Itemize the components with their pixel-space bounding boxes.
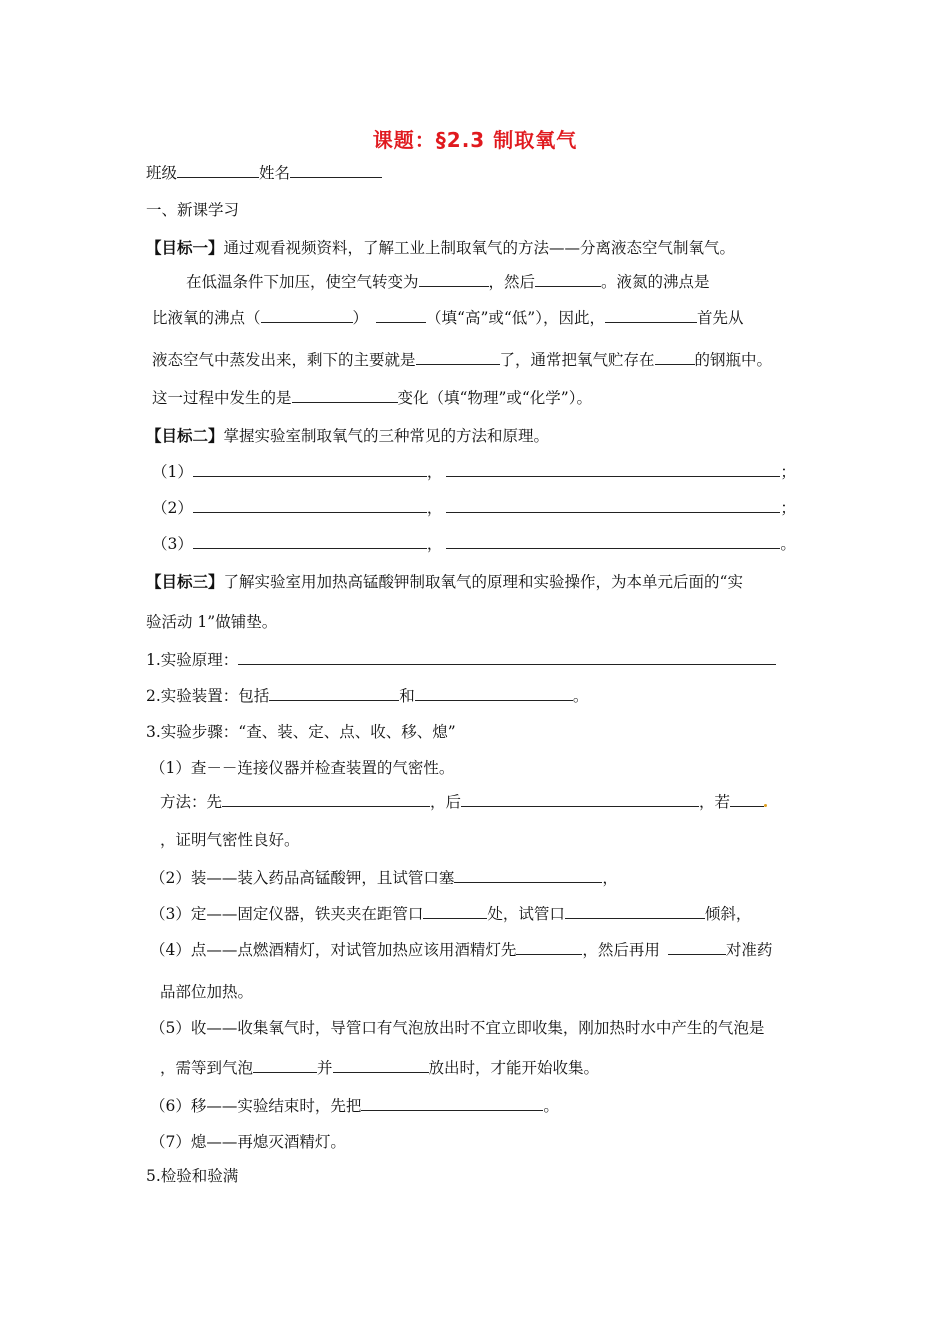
text: 并 (317, 1059, 333, 1077)
text: （4）点——点燃酒精灯，对试管加热应该用酒精灯先 (150, 941, 517, 959)
fill-blank[interactable] (446, 462, 780, 477)
fill-blank[interactable] (416, 350, 500, 365)
text: （2）装——装入药品高锰酸钾，且试管口塞 (150, 869, 455, 887)
fill-blank[interactable] (415, 686, 573, 701)
fill-blank[interactable] (446, 498, 780, 513)
item-number: （3） (152, 535, 193, 553)
text: 。 (572, 687, 589, 705)
fill-blank[interactable] (376, 308, 426, 323)
text: 。 (543, 1097, 559, 1115)
section-heading: 一、新课学习 (146, 201, 240, 219)
goal3-tag: 【目标三】 (146, 572, 224, 591)
fill-blank[interactable] (261, 308, 353, 323)
fill-blank[interactable] (730, 792, 764, 807)
text: ，然后 (488, 273, 536, 291)
goal2-item-3 (152, 534, 796, 554)
class-blank[interactable] (177, 163, 259, 178)
fill-blank[interactable] (361, 1096, 543, 1111)
text: 液态空气中蒸发出来，剩下的主要就是 (152, 351, 416, 369)
step-4-cont: 品部位加热。 (160, 983, 254, 1001)
fill-blank[interactable] (222, 792, 430, 807)
step-4 (150, 940, 772, 960)
text: ； (780, 499, 796, 517)
text: 2.实验装置：包括 (146, 687, 270, 705)
step-5-cont (160, 1058, 599, 1078)
text: 处，试管口 (487, 905, 565, 923)
goal2-item-1 (152, 462, 796, 482)
fill-blank[interactable] (668, 940, 726, 955)
text: ） (352, 309, 369, 327)
fill-blank[interactable] (253, 1058, 317, 1073)
text: 。液氮的沸点是 (601, 273, 710, 291)
text: ，需等到气泡 (160, 1059, 254, 1077)
fill-blank[interactable] (193, 498, 427, 513)
name-blank[interactable] (290, 163, 382, 178)
text: ， (602, 869, 618, 887)
fill-blank[interactable] (238, 650, 776, 665)
step-6 (150, 1096, 559, 1116)
step-1: （1）查－－连接仪器并检查装置的气密性。 (150, 759, 455, 777)
fill-blank[interactable] (454, 868, 602, 883)
text: （填“高”或“低”），因此， (426, 309, 605, 327)
text: ； (780, 463, 796, 481)
text: 了，通常把氧气贮存在 (499, 351, 655, 369)
fill-blank[interactable] (419, 272, 489, 287)
step-3 (150, 904, 751, 924)
item-number: （2） (152, 499, 193, 517)
text: ， (426, 499, 443, 517)
goal1-para-3 (152, 350, 772, 370)
goal3-text: 了解实验室用加热高锰酸钾制取氧气的原理和实验操作，为本单元后面的“实 (223, 573, 743, 591)
step-5: （5）收——收集氧气时，导管口有气泡放出时不宜立即收集，刚加热时水中产生的气泡是 (150, 1019, 765, 1037)
text: 倾斜， (704, 905, 752, 923)
text: ， (426, 535, 443, 553)
class-label: 班级 (146, 164, 178, 182)
fill-blank[interactable] (535, 272, 601, 287)
goal3-text-cont: 验活动 1”做铺垫。 (146, 613, 278, 631)
goal1-heading (146, 238, 735, 258)
fill-blank[interactable] (193, 462, 427, 477)
text: ，若 (699, 793, 731, 811)
goal1-para-4 (152, 388, 592, 408)
goal2-item-2 (152, 498, 796, 518)
text: 。 (780, 535, 796, 553)
text: 这一过程中发生的是 (152, 389, 292, 407)
text: 放出时，才能开始收集。 (428, 1059, 600, 1077)
text: 方法：先 (160, 793, 223, 811)
goal2-heading (146, 426, 549, 446)
steps-heading: 3.实验步骤：“查、装、定、点、收、移、熄” (146, 723, 456, 741)
text: ，然后再用 (582, 941, 660, 959)
text: 首先从 (696, 309, 744, 327)
goal3-heading (146, 572, 743, 592)
fill-blank[interactable] (292, 388, 398, 403)
name-label: 姓名 (259, 164, 291, 182)
fill-blank[interactable] (269, 686, 399, 701)
text: （6）移——实验结束时，先把 (150, 1097, 362, 1115)
text: 和 (399, 687, 415, 705)
text: 在低温条件下加压，使空气转变为 (186, 273, 419, 291)
page-title: 课题：§2.3 制取氧气 (372, 128, 578, 152)
text: ，后 (430, 793, 462, 811)
text: ， (426, 463, 443, 481)
fill-blank[interactable] (461, 792, 699, 807)
fill-blank[interactable] (333, 1058, 429, 1073)
goal1-para-2 (152, 308, 744, 328)
goal2-tag: 【目标二】 (146, 426, 224, 445)
method-row (160, 792, 767, 812)
goal1-para-1 (186, 272, 710, 292)
student-info-row (146, 163, 382, 183)
text: 的钢瓶中。 (694, 351, 773, 369)
fill-blank[interactable] (516, 940, 582, 955)
text: 变化（填“物理”或“化学”）。 (397, 389, 592, 407)
method-cont: ，证明气密性良好。 (160, 831, 300, 849)
check-heading: 5.检验和验满 (146, 1167, 239, 1185)
apparatus-row (146, 686, 588, 706)
mark-dot (764, 804, 767, 807)
text: 比液氧的沸点（ (152, 309, 261, 327)
fill-blank[interactable] (565, 904, 705, 919)
step-2 (150, 868, 618, 888)
fill-blank[interactable] (655, 350, 695, 365)
fill-blank[interactable] (423, 904, 487, 919)
goal2-text: 掌握实验室制取氧气的三种常见的方法和原理。 (223, 427, 550, 445)
step-7: （7）熄——再熄灭酒精灯。 (150, 1133, 346, 1151)
fill-blank[interactable] (605, 308, 697, 323)
goal1-tag: 【目标一】 (146, 238, 224, 257)
goal1-text: 通过观看视频资料，了解工业上制取氧气的方法——分离液态空气制氧气。 (223, 239, 736, 257)
fill-blank[interactable] (193, 534, 427, 549)
principle-row (146, 650, 776, 670)
item-number: （1） (152, 463, 193, 481)
text: 对准药 (725, 941, 773, 959)
text: 1.实验原理： (146, 651, 239, 669)
text: （3）定——固定仪器，铁夹夹在距管口 (150, 905, 424, 923)
fill-blank[interactable] (446, 534, 780, 549)
